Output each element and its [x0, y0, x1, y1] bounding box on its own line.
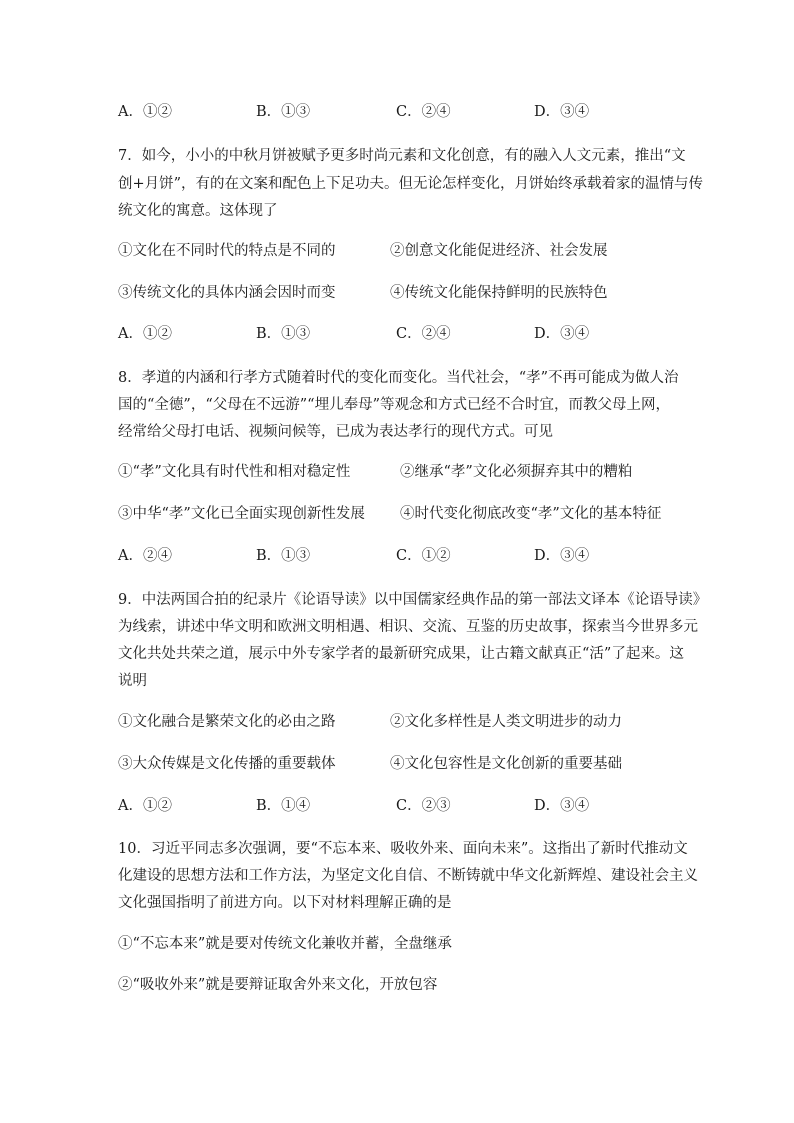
q6-options-row — [118, 99, 688, 126]
exam-page — [118, 0, 708, 1123]
q7-option-c[interactable]: C．②④ — [396, 326, 451, 342]
q9-option-c[interactable]: C．②③ — [396, 798, 451, 814]
q8-statement-2: ②继承“孝”文化必须摒弃其中的糟粕 — [400, 464, 633, 480]
q10-stem-line-1 — [118, 836, 688, 863]
q9-stem-text-2: 为线索，讲述中华文明和欧洲文明相遇、相识、交流、互鉴的历史故事，探索当今世界多元 — [118, 619, 698, 635]
q8-stem-text-3: 经常给父母打电话、视频问候等，已成为表达孝行的现代方式。可见 — [118, 424, 553, 440]
q10-statement-2: ②“吸收外来”就是要辩证取舍外来文化，开放包容 — [118, 977, 438, 993]
q9-option-a[interactable]: A．①② — [118, 798, 172, 814]
q10-stem-text-2: 化建设的思想方法和工作方法，为坚定文化自信、不断铸就中华文化新辉煌、建设社会主义 — [118, 868, 698, 884]
q6-option-a[interactable]: A．①② — [118, 104, 172, 120]
q7-statements-row-1 — [118, 238, 688, 265]
q9-option-d[interactable]: D．③④ — [534, 798, 590, 814]
q7-statement-2: ②创意文化能促进经济、社会发展 — [390, 243, 608, 259]
q9-statement-1: ①文化融合是繁荣文化的必由之路 — [118, 714, 336, 730]
q10-statement-row-2 — [118, 972, 688, 999]
q7-stem-line-3 — [118, 198, 688, 225]
q7-stem-line-1 — [118, 143, 688, 170]
q9-statement-4: ④文化包容性是文化创新的重要基础 — [390, 756, 622, 772]
q9-statement-2: ②文化多样性是人类文明进步的动力 — [390, 714, 622, 730]
q9-stem-line-3 — [118, 641, 688, 668]
q7-option-d[interactable]: D．③④ — [534, 326, 590, 342]
q8-stem-line-2 — [118, 392, 688, 419]
q8-options-row — [118, 543, 688, 570]
q10-statement-1: ①“不忘本来”就是要对传统文化兼收并蓄，全盘继承 — [118, 936, 452, 952]
q8-option-d[interactable]: D．③④ — [534, 548, 590, 564]
q10-stem-line-3 — [118, 890, 688, 917]
q7-option-b[interactable]: B．①③ — [256, 326, 311, 342]
q7-statement-1: ①文化在不同时代的特点是不同的 — [118, 243, 336, 259]
q8-statements-row-2 — [118, 501, 688, 528]
q9-stem-line-4 — [118, 668, 688, 695]
q8-option-c[interactable]: C．①② — [396, 548, 451, 564]
q7-statement-3: ③传统文化的具体内涵会因时而变 — [118, 285, 336, 301]
q8-statement-4: ④时代变化彻底改变“孝”文化的基本特征 — [400, 506, 662, 522]
q8-stem-text-1: 8．孝道的内涵和行孝方式随着时代的变化而变化。当代社会，“孝”不再可能成为做人治 — [118, 370, 679, 386]
q6-option-c[interactable]: C．②④ — [396, 104, 451, 120]
q6-option-b[interactable]: B．①③ — [256, 104, 311, 120]
q8-stem-text-2: 国的“全德”，“父母在不远游”“埋儿奉母”等观念和方式已经不合时宜，而教父母上网， — [118, 397, 670, 413]
q8-statements-row-1 — [118, 459, 688, 486]
q10-statement-row-1 — [118, 931, 688, 958]
q9-stem-line-1 — [118, 587, 708, 614]
q7-options-row — [118, 321, 688, 348]
q7-statement-4: ④传统文化能保持鲜明的民族特色 — [390, 285, 608, 301]
q7-stem-text-1: 7．如今，小小的中秋月饼被赋予更多时尚元素和文化创意，有的融入人文元素，推出“文 — [118, 148, 686, 164]
q7-option-a[interactable]: A．①② — [118, 326, 172, 342]
q8-stem-line-3 — [118, 419, 688, 446]
q7-stem-text-3: 统文化的寓意。这体现了 — [118, 203, 278, 219]
q6-option-d[interactable]: D．③④ — [534, 104, 590, 120]
q10-stem-line-2 — [118, 863, 698, 890]
q8-statement-1: ①“孝”文化具有时代性和相对稳定性 — [118, 464, 351, 480]
q8-option-b[interactable]: B．①③ — [256, 548, 311, 564]
q8-option-a[interactable]: A．②④ — [118, 548, 172, 564]
q8-statement-3: ③中华“孝”文化已全面实现创新性发展 — [118, 506, 365, 522]
q7-stem-line-2 — [118, 171, 704, 198]
q9-option-b[interactable]: B．①④ — [256, 798, 311, 814]
q9-statement-3: ③大众传媒是文化传播的重要载体 — [118, 756, 336, 772]
q8-stem-line-1 — [118, 365, 688, 392]
q9-stem-line-2 — [118, 614, 698, 641]
q9-stem-text-3: 文化共处共荣之道，展示中外专家学者的最新研究成果，让古籍文献真正“活”了起来。这 — [118, 646, 684, 662]
q10-stem-text-1: 10．习近平同志多次强调，要“不忘本来、吸收外来、面向未来”。这指出了新时代推动文 — [118, 841, 688, 857]
q9-statements-row-1 — [118, 709, 688, 736]
q7-statements-row-2 — [118, 280, 688, 307]
q9-options-row — [118, 793, 688, 820]
q7-stem-text-2: 创+月饼”，有的在文案和配色上下足功夫。但无论怎样变化，月饼始终承载着家的温情与传 — [118, 176, 704, 192]
q10-stem-text-3: 文化强国指明了前进方向。以下对材料理解正确的是 — [118, 895, 452, 911]
q9-stem-text-1: 9．中法两国合拍的纪录片《论语导读》以中国儒家经典作品的第一部法文译本《论语导读》 — [118, 592, 708, 608]
q9-statements-row-2 — [118, 751, 688, 778]
q9-stem-text-4: 说明 — [118, 673, 147, 689]
